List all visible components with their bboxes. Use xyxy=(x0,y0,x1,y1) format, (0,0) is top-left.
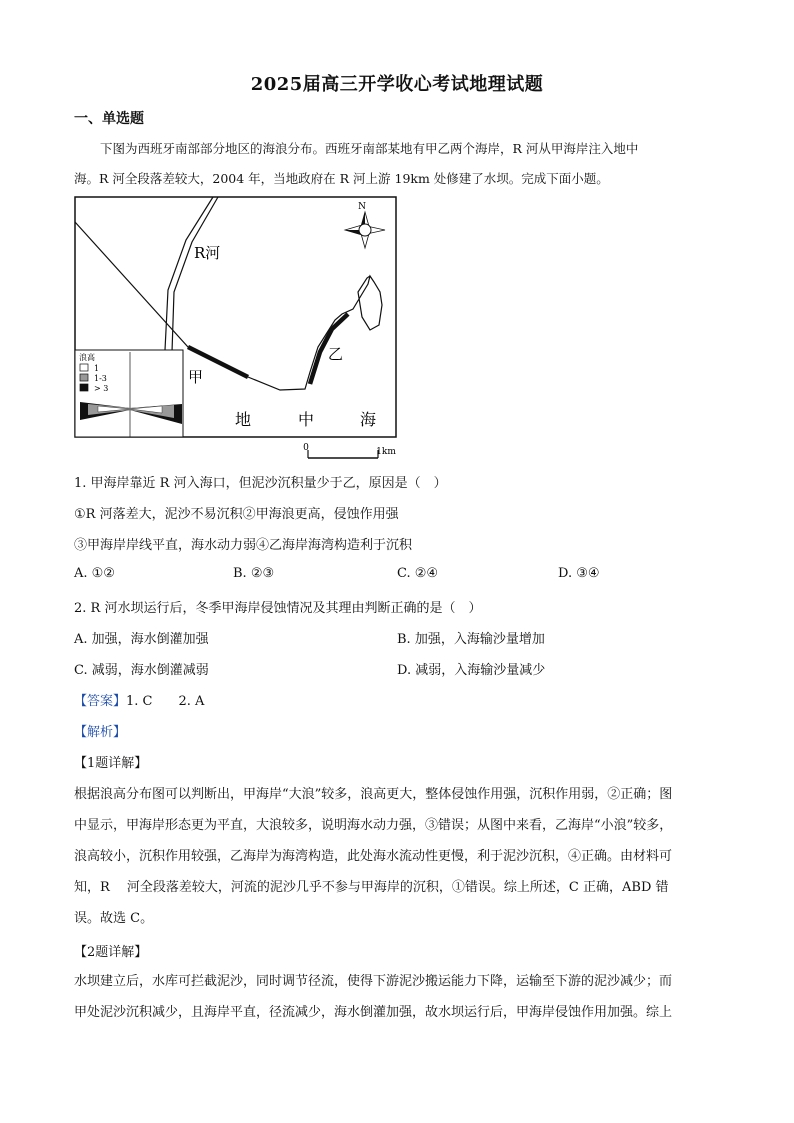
coast-b-label: 乙 xyxy=(328,345,344,363)
analysis-label: 【解析】 xyxy=(74,725,127,740)
page-title: 2025届高三开学收心考试地理试题 xyxy=(250,74,544,95)
wave-distribution-map xyxy=(70,192,400,464)
q2-option-a[interactable]: A. 加强，海水倒灌加强 xyxy=(74,632,209,647)
q1-option-b[interactable]: B. ②③ xyxy=(233,566,275,581)
wave-legend xyxy=(75,350,183,437)
river-label: R河 xyxy=(194,244,221,262)
q2-option-d[interactable]: D. 减弱，入海输沙量减少 xyxy=(397,663,546,678)
intro-line-1: 下图为西班牙南部部分地区的海浪分布。西班牙南部某地有甲乙两个海岸，R 河从甲海岸注入地中 xyxy=(100,141,639,156)
detail2-paragraph xyxy=(74,966,724,1028)
detail1-paragraph xyxy=(74,779,724,934)
sea-label-1: 地 xyxy=(235,410,252,429)
detail1-line-4: 知，R 河全段落差较大，河流的泥沙几乎不参与甲海岸的沉积，①错误。综上所述，C 正确，ABD 错 xyxy=(74,880,669,895)
answer-label: 【答案】 xyxy=(74,694,127,709)
detail2-line-1: 水坝建立后，水库可拦截泥沙，同时调节径流，使得下游泥沙搬运能力下降，运输至下游的泥沙减少；而 xyxy=(74,974,673,989)
q1-option-a[interactable]: A. ①② xyxy=(74,566,115,581)
svg-text:1km: 1km xyxy=(376,447,396,457)
q2-option-b[interactable]: B. 加强，入海输沙量增加 xyxy=(397,632,545,647)
detail1-line-1: 根据浪高分布图可以判断出，甲海岸“大浪”较多，浪高更大，整体侵蚀作用强，沉积作用弱，②正确；图 xyxy=(74,787,673,802)
detail1-line-3: 浪高较小，沉积作用较强，乙海岸为海湾构造，此处海水流动性更慢，利于泥沙沉积，④正确。由材料可 xyxy=(74,849,673,864)
coast-a-label: 甲 xyxy=(188,368,204,386)
sea-label-3: 海 xyxy=(360,410,377,429)
section-heading: 一、单选题 xyxy=(74,111,144,127)
svg-text:1: 1 xyxy=(94,364,100,373)
svg-text:1-3: 1-3 xyxy=(94,374,107,383)
q2-stem: 2. R 河水坝运行后，冬季甲海岸侵蚀情况及其理由判断正确的是（ ） xyxy=(74,601,482,616)
intro-line-2: 海。R 河全段落差较大，2004 年，当地政府在 R 河上游 19km 处修建了水坝。完成下面小题。 xyxy=(74,171,609,186)
answer-text: 1. C 2. A xyxy=(126,694,205,709)
q1-option-d[interactable]: D. ③④ xyxy=(558,566,600,581)
svg-text:浪高: 浪高 xyxy=(79,353,95,362)
q1-option-c[interactable]: C. ②④ xyxy=(397,566,439,581)
q1-stem: 1. 甲海岸靠近 R 河入海口，但泥沙沉积量少于乙，原因是（ ） xyxy=(74,476,447,491)
sea-label-2: 中 xyxy=(298,410,315,429)
svg-text:N: N xyxy=(358,202,366,212)
detail1-line-2: 中显示，甲海岸形态更为平直，大浪较多，说明海水动力强，③错误；从图中来看，乙海岸“小浪”较多， xyxy=(74,818,673,833)
detail1-label: 【1题详解】 xyxy=(74,756,148,771)
detail1-line-5: 误。故选 C。 xyxy=(74,911,154,926)
q1-statements-34: ③甲海岸岸线平直，海水动力弱④乙海岸海湾构造利于沉积 xyxy=(74,538,413,553)
svg-text:> 3: > 3 xyxy=(94,384,109,393)
detail2-label: 【2题详解】 xyxy=(74,945,148,960)
scale-bar xyxy=(303,443,396,458)
q2-option-c[interactable]: C. 减弱，海水倒灌减弱 xyxy=(74,663,209,678)
answer-row xyxy=(74,690,204,709)
svg-text:0: 0 xyxy=(303,443,309,453)
detail2-line-2: 甲处泥沙沉积减少，且海岸平直，径流减少，海水倒灌加强，故水坝运行后，甲海岸侵蚀作用加强。综上 xyxy=(74,1005,673,1020)
q1-statements-12: ①R 河落差大，泥沙不易沉积②甲海浪更高，侵蚀作用强 xyxy=(74,507,399,522)
